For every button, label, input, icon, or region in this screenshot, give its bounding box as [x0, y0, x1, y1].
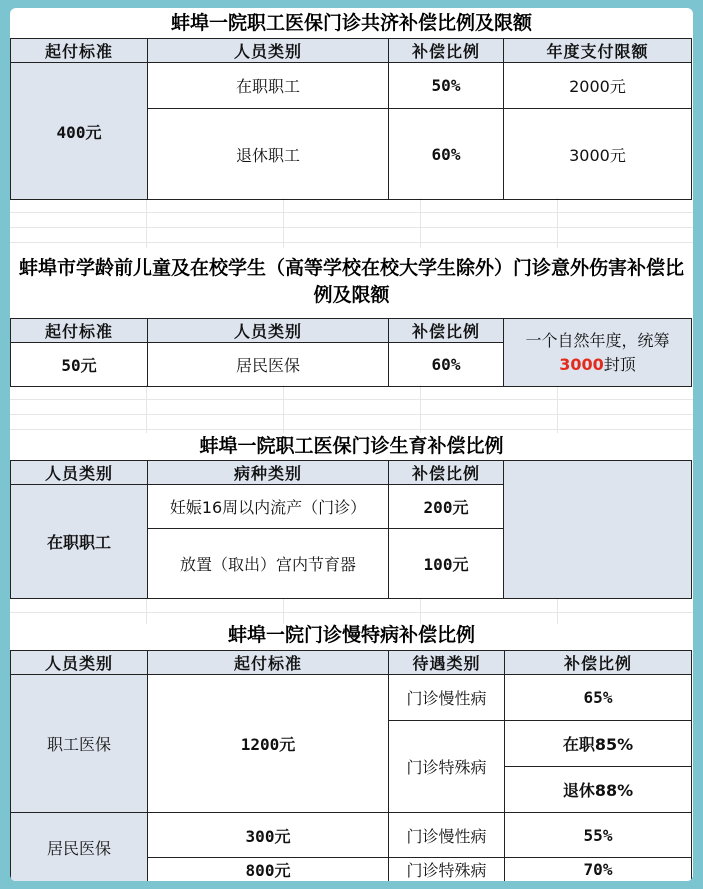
- ratio-cell: 在职85%: [505, 721, 692, 767]
- header-ratio: 补偿比例: [389, 39, 504, 63]
- disease-cell: 妊娠16周以内流产（门诊）: [148, 485, 389, 529]
- benefit-type-cell: 门诊特殊病: [389, 858, 505, 882]
- section1-table: [10, 38, 692, 200]
- limit-cell: 3000元: [504, 109, 692, 200]
- header-annual-limit: 年度支付限额: [504, 39, 692, 63]
- ratio-cell: 60%: [389, 109, 504, 200]
- empty-grid-area: [10, 198, 693, 248]
- threshold-cell: 300元: [148, 813, 389, 858]
- section2-title: 蚌埠市学龄前儿童及在校学生（高等学校在校大学生除外）门诊意外伤害补偿比例及限额: [18, 257, 684, 306]
- ratio-cell: 退休88%: [505, 767, 692, 813]
- header-threshold: 起付标准: [11, 319, 148, 343]
- ratio-cell: 55%: [505, 813, 692, 858]
- section4-title: 蚌埠一院门诊慢特病补偿比例: [227, 623, 475, 646]
- header-ratio: 补偿比例: [389, 461, 504, 485]
- threshold-cell: 1200元: [148, 675, 389, 813]
- header-category: 人员类别: [11, 651, 148, 675]
- spreadsheet-sheet: [10, 8, 693, 881]
- category-cell: 职工医保: [11, 675, 148, 813]
- category-cell: 退休职工: [148, 109, 389, 200]
- header-category: 人员类别: [11, 461, 148, 485]
- benefit-type-cell: 门诊慢性病: [389, 675, 505, 721]
- disease-cell: 放置（取出）宫内节育器: [148, 529, 389, 599]
- header-disease-type: 病种类别: [148, 461, 389, 485]
- amount-cell: 200元: [389, 485, 504, 529]
- ratio-cell: 60%: [389, 343, 504, 387]
- amount-cell: 100元: [389, 529, 504, 599]
- section4-table: [10, 650, 692, 881]
- empty-grid-area: [10, 385, 693, 433]
- threshold-cell: 50元: [11, 343, 148, 387]
- header-ratio: 补偿比例: [505, 651, 692, 675]
- category-cell: 居民医保: [148, 343, 389, 387]
- benefit-type-cell: 门诊慢性病: [389, 813, 505, 858]
- section1-title: 蚌埠一院职工医保门诊共济补偿比例及限额: [170, 11, 532, 34]
- ratio-cell: 50%: [389, 63, 504, 109]
- blank-shaded-cell: [504, 461, 692, 599]
- note-prefix: 一个自然年度，统筹: [525, 330, 670, 350]
- threshold-cell: 800元: [148, 858, 389, 882]
- annual-cap-note: [504, 319, 692, 387]
- limit-cell: 2000元: [504, 63, 692, 109]
- note-amount: 3000: [559, 354, 604, 374]
- section2-table: [10, 318, 692, 387]
- note-suffix: 封顶: [603, 354, 636, 374]
- category-cell: 在职职工: [148, 63, 389, 109]
- header-category: 人员类别: [148, 39, 389, 63]
- ratio-cell: 70%: [505, 858, 692, 882]
- ratio-cell: 65%: [505, 675, 692, 721]
- header-threshold: 起付标准: [148, 651, 389, 675]
- section3-title: 蚌埠一院职工医保门诊生育补偿比例: [199, 434, 504, 457]
- header-benefit-type: 待遇类别: [389, 651, 505, 675]
- category-cell: 在职职工: [11, 485, 148, 599]
- threshold-cell: 400元: [11, 63, 148, 200]
- header-threshold: 起付标准: [11, 39, 148, 63]
- category-cell: 居民医保: [11, 813, 148, 882]
- header-category: 人员类别: [148, 319, 389, 343]
- benefit-type-cell: 门诊特殊病: [389, 721, 505, 813]
- section3-table: [10, 460, 692, 599]
- header-ratio: 补偿比例: [389, 319, 504, 343]
